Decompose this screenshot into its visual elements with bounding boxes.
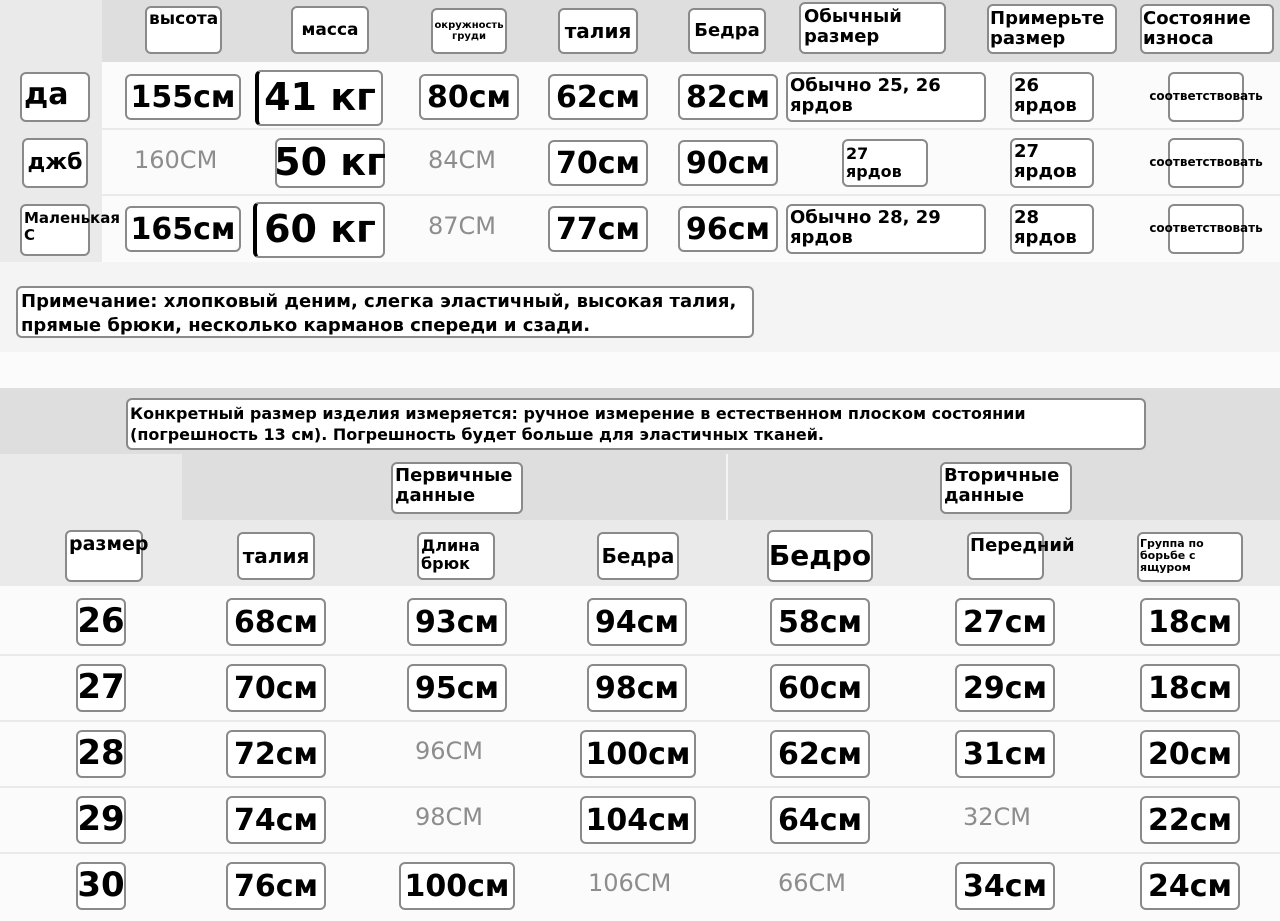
header-waist: талия: [237, 532, 315, 580]
leg-opening-value: 24см: [1140, 862, 1240, 910]
weight-value: 60 кг: [253, 202, 385, 258]
row-divider: [0, 852, 1280, 854]
header-waist: талия: [558, 8, 638, 54]
measurement-note: Конкретный размер изделия измеряется: ручное измерение в естественном плоском состоянии (погрешность 13 см). Погрешность будет больше для эластичных тканей.: [126, 398, 1146, 450]
hips-value: 94см: [587, 598, 687, 646]
state-value: соответствовать: [1168, 138, 1244, 188]
try-size-value: 26 ярдов: [1010, 72, 1094, 122]
row-divider: [0, 654, 1280, 656]
header-front-rise: Передний: [967, 532, 1044, 580]
row-divider: [0, 720, 1280, 722]
height-value: 165см: [125, 206, 241, 252]
state-value: соответствовать: [1168, 72, 1244, 122]
row-label: да: [20, 72, 90, 122]
hips-value: 98см: [587, 664, 687, 712]
header-chest: окружность груди: [431, 8, 507, 54]
waist-value: 62см: [548, 74, 648, 120]
primary-data-label: Первичные данные: [391, 462, 523, 514]
weight-value: 50 кг: [275, 138, 385, 188]
hips-value: 90см: [678, 140, 778, 186]
leg-opening-value: 22см: [1140, 796, 1240, 844]
try-size-value: 27 ярдов: [1010, 138, 1094, 188]
waist-value: 74см: [226, 796, 326, 844]
hips-value: 106СМ: [588, 869, 672, 897]
chest-value: 87СМ: [428, 212, 497, 240]
header-thigh: Бедро: [767, 530, 873, 582]
gap-band: [0, 352, 1280, 388]
row-label: Маленькая С: [20, 204, 90, 256]
hips-value: 100см: [580, 730, 696, 778]
fabric-note: Примечание: хлопковый деним, слегка эластичный, высокая талия, прямые брюки, несколько карманов спереди и сзади.: [16, 286, 754, 338]
header-try-size: Примерьте размер: [987, 4, 1117, 54]
header-leg-opening: Группа по борьбе с ящуром: [1137, 532, 1243, 582]
usual-size-value: 27 ярдов: [842, 139, 928, 187]
thigh-value: 60см: [770, 664, 870, 712]
waist-value: 77см: [548, 206, 648, 252]
row-divider: [0, 128, 1280, 130]
weight-value: 41 кг: [255, 70, 383, 126]
size-value: 29: [76, 796, 126, 844]
secondary-data-label: Вторичные данные: [940, 462, 1072, 514]
length-value: 96СМ: [415, 737, 484, 765]
row-divider: [0, 786, 1280, 788]
corner-cell: [0, 0, 102, 62]
front-rise-value: 32СМ: [963, 803, 1032, 831]
waist-value: 68см: [226, 598, 326, 646]
front-rise-value: 29см: [955, 664, 1055, 712]
usual-size-value: Обычно 28, 29 ярдов: [786, 204, 986, 254]
try-size-value: 28 ярдов: [1010, 204, 1094, 254]
chest-value: 84СМ: [428, 146, 497, 174]
front-rise-value: 27см: [955, 598, 1055, 646]
leg-opening-value: 18см: [1140, 664, 1240, 712]
leg-opening-value: 20см: [1140, 730, 1240, 778]
header-height: высота: [145, 6, 222, 54]
front-rise-value: 31см: [955, 730, 1055, 778]
row-label: джб: [22, 138, 88, 188]
waist-value: 70см: [226, 664, 326, 712]
header-wear-state: Состояние износа: [1140, 4, 1274, 54]
thigh-value: 62см: [770, 730, 870, 778]
header-weight: масса: [291, 6, 369, 54]
hips-value: 82см: [678, 74, 778, 120]
waist-value: 70см: [548, 140, 648, 186]
corner-cell: [0, 454, 182, 520]
header-size: размер: [65, 530, 143, 582]
state-value: соответствовать: [1168, 204, 1244, 254]
length-value: 95см: [407, 664, 507, 712]
leg-opening-value: 18см: [1140, 598, 1240, 646]
height-value: 160СМ: [134, 146, 218, 174]
length-value: 98СМ: [415, 803, 484, 831]
usual-size-value: Обычно 25, 26 ярдов: [786, 72, 986, 122]
size-value: 27: [76, 664, 126, 712]
front-rise-value: 34см: [955, 862, 1055, 910]
height-value: 155см: [125, 74, 241, 120]
waist-value: 72см: [226, 730, 326, 778]
header-hips: Бедра: [688, 8, 766, 54]
length-value: 93см: [407, 598, 507, 646]
thigh-value: 66СМ: [778, 869, 847, 897]
hips-value: 96см: [678, 206, 778, 252]
thigh-value: 64см: [770, 796, 870, 844]
size-value: 26: [76, 598, 126, 646]
header-usual-size: Обычный размер: [799, 2, 946, 54]
length-value: 100см: [399, 862, 515, 910]
header-pants-length: Длина брюк: [417, 532, 495, 580]
size-value: 28: [76, 730, 126, 778]
waist-value: 76см: [226, 862, 326, 910]
chest-value: 80см: [419, 74, 519, 120]
hips-value: 104см: [580, 796, 696, 844]
thigh-value: 58см: [770, 598, 870, 646]
row-divider: [0, 194, 1280, 196]
size-value: 30: [76, 862, 126, 910]
header-hips: Бедра: [597, 532, 679, 580]
